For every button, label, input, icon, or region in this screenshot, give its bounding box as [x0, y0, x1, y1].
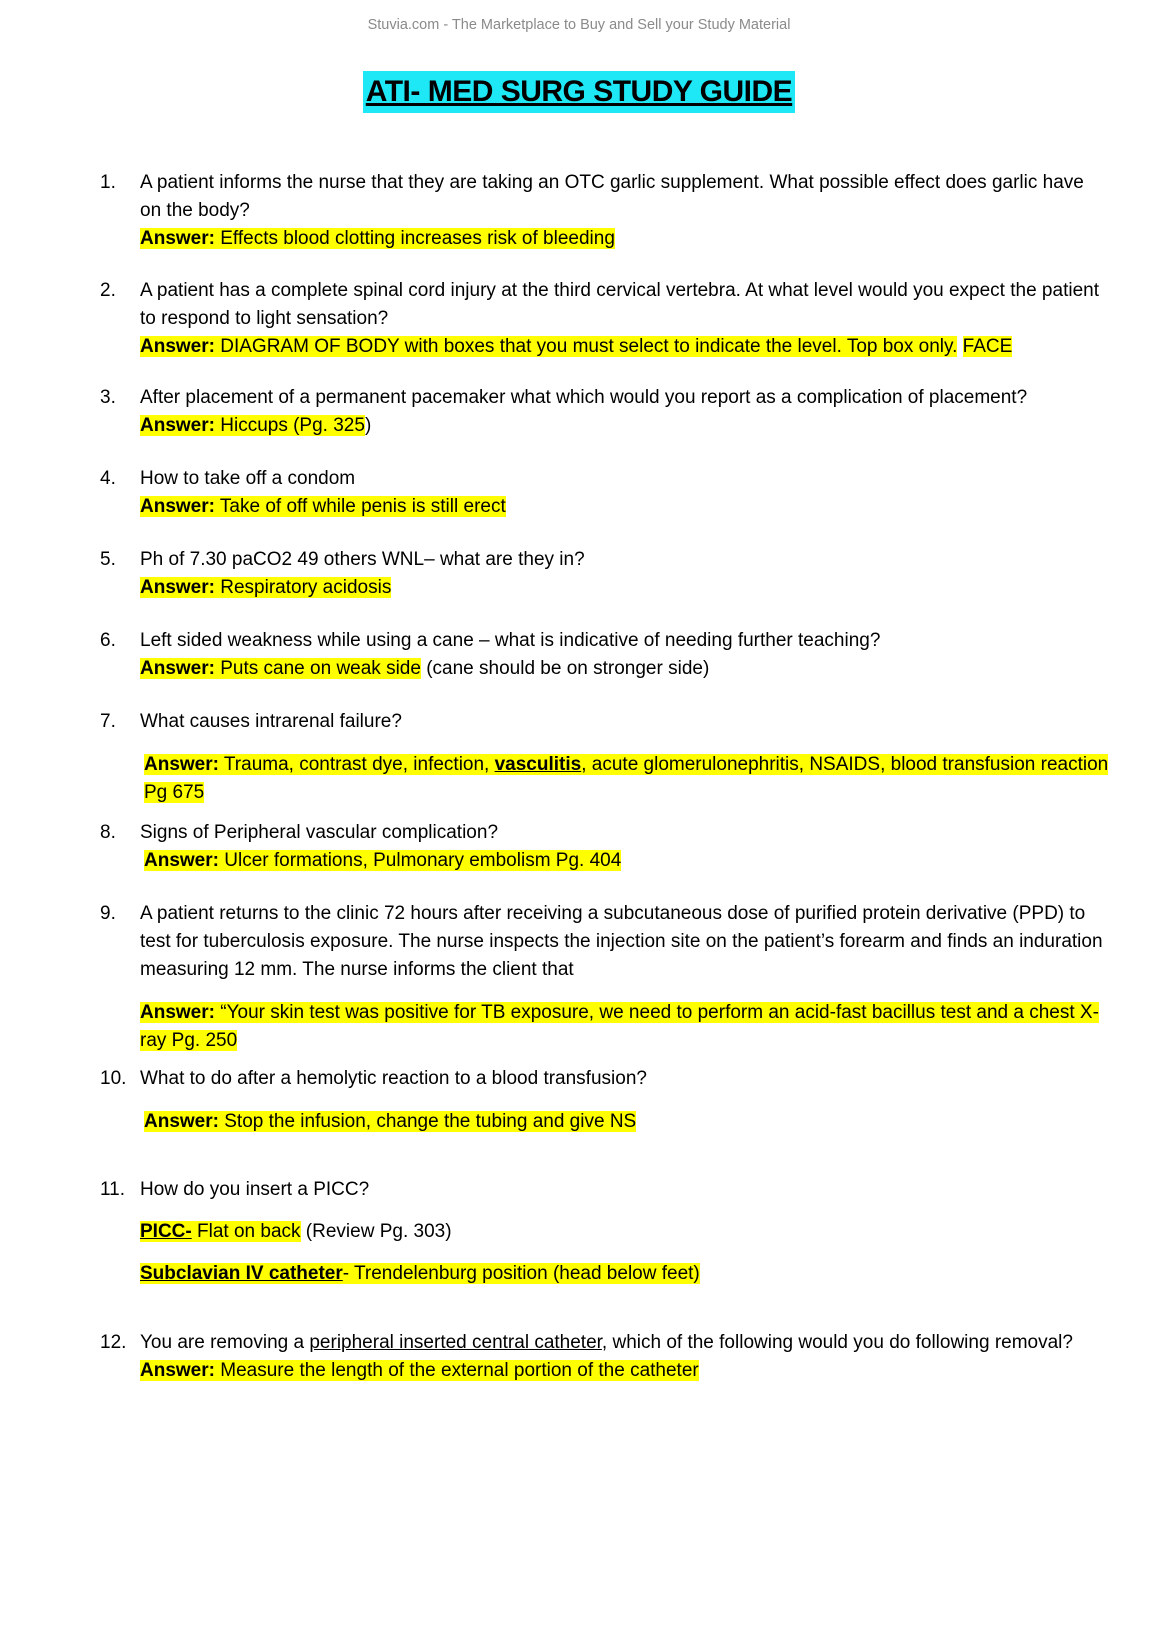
question: After placement of a permanent pacemaker what which would you report as a complication of placement? [140, 387, 1028, 408]
item-number: 2. [100, 280, 116, 301]
list-item [100, 627, 1110, 683]
answer: Answer: “Your skin test was positive for TB exposure, we need to perform an acid-fast bacillus test and a chest X-ray Pg. 250 [140, 1002, 1099, 1051]
list-item [100, 384, 1110, 440]
item-number: 4. [100, 468, 116, 489]
item-number: 9. [100, 903, 116, 924]
answer: Answer: Effects blood clotting increases risk of bleeding [140, 228, 615, 249]
watermark: Stuvia.com - The Marketplace to Buy and Sell your Study Material [367, 17, 791, 33]
answer: Answer: Ulcer formations, Pulmonary embolism Pg. 404 [144, 850, 622, 871]
item-number: 3. [100, 387, 116, 408]
answer: Answer: Stop the infusion, change the tubing and give NS [144, 1111, 637, 1132]
answer: Answer: DIAGRAM OF BODY with boxes that you must select to indicate the level. Top box only. [140, 336, 958, 357]
list-item [100, 900, 1110, 1055]
list-item [100, 546, 1110, 602]
item-number: 5. [100, 549, 116, 570]
item-number: 6. [100, 630, 116, 651]
subclavian-answer: Subclavian IV catheter- Trendelenburg position (head below feet) [140, 1263, 700, 1284]
list-item [100, 1065, 1110, 1136]
list-item [100, 1176, 1110, 1288]
list-item [100, 708, 1110, 807]
question: A patient has a complete spinal cord injury at the third cervical vertebra. At what level would you expect the patient to respond to light sensation? [140, 280, 1099, 329]
item-number: 11. [100, 1179, 126, 1200]
item-number: 12. [100, 1332, 127, 1353]
answer-extra: FACE [962, 336, 1013, 357]
list-item [100, 277, 1110, 361]
question: You are removing a peripheral inserted central catheter, which of the following would you do following removal? Answer: Measure the length of the external portion of the catheter [140, 1332, 1073, 1381]
question: Left sided weakness while using a cane – what is indicative of needing further teaching? [140, 630, 881, 651]
page-title: ATI- MED SURG STUDY GUIDE [363, 71, 795, 113]
picc-after: (Review Pg. 303) [305, 1221, 452, 1242]
answer-after: (cane should be on stronger side) [426, 658, 710, 679]
answer: Answer: Puts cane on weak side [140, 658, 421, 679]
question: What to do after a hemolytic reaction to a blood transfusion? [140, 1068, 647, 1089]
item-number: 8. [100, 822, 116, 843]
list-item [100, 1329, 1110, 1385]
list-item [100, 819, 1110, 875]
answer-after: ) [364, 415, 372, 436]
question: What causes intrarenal failure? [140, 711, 402, 732]
question: A patient returns to the clinic 72 hours after receiving a subcutaneous dose of purified protein derivative (PPD) to test for tuberculosis exposure. The nurse inspects the injection site on the patient’s forearm and finds an induration measuring 12 mm. The nurse informs the client that [140, 903, 1103, 980]
question: A patient informs the nurse that they are taking an OTC garlic supplement. What possible effect does garlic have on the body? [140, 172, 1084, 221]
answer: Answer: Take of off while penis is still erect [140, 496, 506, 517]
question: How do you insert a PICC? [140, 1179, 370, 1200]
picc-answer: PICC- Flat on back [140, 1221, 301, 1242]
list-item [100, 465, 1110, 521]
item-number: 1. [100, 172, 116, 193]
item-number: 10. [100, 1068, 127, 1089]
answer: Answer: Measure the length of the external portion of the catheter [140, 1360, 699, 1381]
answer: Answer: Trauma, contrast dye, infection, vasculitis, acute glomerulonephritis, NSAIDS, blood transfusion reaction Pg 675 [144, 754, 1109, 803]
question: How to take off a condom [140, 468, 356, 489]
list-item [100, 169, 1110, 253]
question: Ph of 7.30 paCO2 49 others WNL– what are they in? [140, 549, 585, 570]
answer: Answer: Hiccups (Pg. 325 [140, 415, 365, 436]
question: Signs of Peripheral vascular complication? [140, 822, 499, 843]
answer: Answer: Respiratory acidosis [140, 577, 392, 598]
item-number: 7. [100, 711, 116, 732]
